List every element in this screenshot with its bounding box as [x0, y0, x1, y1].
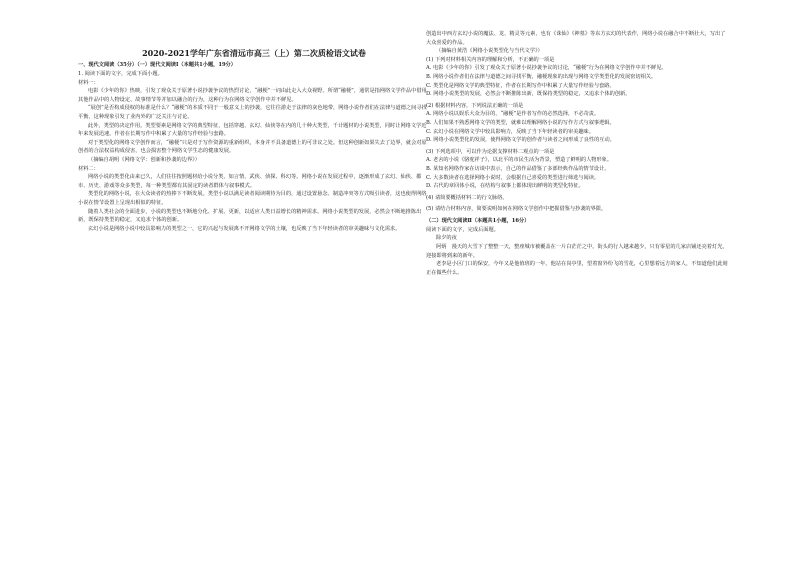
option-d: D. 古代的章回体小说，在结构与叙事上都体现出鲜明的类型化特征。 — [426, 183, 584, 190]
option-b: B. 人们如果不熟悉网络文学的类型，就难以理解网络小说的写作方式与叙事逻辑。 — [426, 119, 615, 126]
passage-paragraph: 对于类型化的网络文学创作而言，“融梗”只是对于写作资源的重新组织，本身并不具备道德上的可非议之处。但这种创新如果失去了边界，就会对原创者的合法权益构成侵害，也会损害整个网络文学生态的健康发展。 — [78, 139, 427, 155]
source-note-2: （摘编自黄浩《网络小说类型化与当代文学》） — [436, 48, 543, 55]
story-title: 除夕的夜 — [436, 235, 457, 242]
story-paragraph: 阿炳 漫天的大雪下了整整一天，整座城市被覆盖在一片白茫茫之中。街头的行人越来越少，只有零星的几家店铺还亮着灯光，迎接即将到来的新年。 — [426, 244, 728, 259]
material-label-2: 材料二： — [78, 165, 99, 172]
question-5-stem: (5) 请结合材料内容，简要说明如何在网络文学创作中把握借鉴与抄袭的界限。 — [426, 206, 607, 213]
section-heading-1: 一、现代文阅读（35分）（一）现代文阅读Ⅰ（本题共1小题，19分） — [78, 62, 236, 68]
option-b: B. 某知名网络作家在访谈中表示，自己的作品借鉴了多部经典作品的情节设计。 — [426, 165, 610, 172]
option-a: A. 网络小说以娱乐大众为目的，“融梗”是作者写作的必然选择，不必苛责。 — [426, 111, 600, 118]
story-paragraph: 老李是小区门口的保安，今年又是他值班的一年。他站在岗亭里，望着窗外纷飞的雪花，心里想着远方的家人，不知道他们此刻正在做些什么。 — [426, 261, 728, 276]
question-2-stem: (2) 根据材料内容，下列说法正确的一项是 — [426, 102, 524, 109]
option-c: C. 玄幻小说在网络文学中较具影响力，反映了当下年轻读者的审美趣味。 — [426, 128, 594, 135]
question-1-stem: (1) 下列对材料相关内容的理解和分析，不正确的一项是 — [426, 56, 555, 63]
passage-paragraph: 此外，类型的决定作用。类型要素是网络文学的典型特征，包括穿越、玄幻、仙侠等在内的几十种大类型，千计题材的小说类型，同时让网络文学近年来发展迅速。作者在长期写作中积累了大量的写作经验与套路。 — [78, 122, 427, 138]
passage-paragraph: 创造出中西方玄幻小说的魔法、龙、精灵等元素，也有《诛仙》《神墓》等东方玄幻的代表作，网络小说在融合中不断壮大，写出了大众喜爱的作品。 — [426, 31, 726, 46]
option-c: C. 类型化是网络文学的典型特征，作者在长期写作中积累了大量写作经验与套路。 — [426, 82, 615, 89]
left-column — [78, 30, 430, 552]
option-b: B. 网络小说作者们在法律与道德之间寻找平衡，融梗现象的出现与网络文学类型化的发展密切相关。 — [426, 73, 657, 80]
passage-paragraph: 网络小说的类型化由来已久，人们往往按照题材给小说分类，如言情、武侠、侦探、科幻等。网络小说在发展过程中，逐渐形成了玄幻、仙侠、都市、历史、游戏等众多类型，每一种类型都有其固定的读者群体与叙事模式。 — [78, 174, 422, 189]
right-column — [426, 30, 730, 552]
option-a: A. 电影《少年的你》引发了观众关于原著小说抄袭争议的讨论，“融梗”行为在网络文学创作中并不鲜见。 — [426, 65, 667, 72]
question-intro-2: 阅读下面的文字，完成后面题。 — [426, 226, 499, 233]
passage-paragraph: 电影《少年的你》热映，引发了观众关于原著小说抄袭争议的热烈讨论，“融梗”一词由此走入大众视野。所谓“融梗”，通常是指网络文学作品中借用其他作品中的人物设定、故事情节等并加以融合的行为，这种行为在网络文学创作中并不鲜见。 — [78, 88, 427, 103]
exam-title: 2020-2021学年广东省清远市高三（上）第二次质检语文试卷 — [142, 48, 366, 58]
option-d: D. 网络小说类型化的发展，使得网络文学的创作者与读者之间形成了良性的互动。 — [426, 137, 615, 144]
question-4-stem: (4) 请简要概括材料二的行文脉络。 — [426, 194, 508, 201]
passage-paragraph: 类型化的网络小说，在大众读者的热捧下不断发展。类型小说以满足读者阅读期待为目的，通过设置悬念、制造冲突等方式吸引读者，这也使得网络小说在情节设置上呈现出相似的特征。 — [78, 191, 427, 206]
passage-paragraph: “展创”是否构成侵权的标准是什么？“融梗”的本质不同于一般意义上的抄袭，它往往游走于法律的灰色地带，网络小说作者们在法律与道德之间寻找平衡，这种现象引发了业内外的广泛关注与讨论。 — [78, 105, 427, 120]
material-label-1: 材料一： — [78, 79, 99, 86]
passage-paragraph: 随着人类社会的全面进步，小说的类型也不断地分化、扩展、更新，以适应人类日益增长的精神需求。网络小说类型的发展，必然会不断地推陈出新，既保持类型的稳定，又追求个体的创新。 — [78, 208, 422, 224]
question-3-stem: (3) 下列选项中，可以作为论据支撑材料二观点的一项是 — [426, 148, 555, 155]
option-c: C. 大多数读者在选择网络小说时，会根据自己喜爱的类型进行筛选与阅读。 — [426, 174, 600, 181]
source-note-1: （摘编自胡明《网络文学：创新和抄袭的边界》） — [88, 156, 200, 163]
question-intro: 1. 阅读下面的文字，完成下面小题。 — [78, 71, 163, 77]
option-d: D. 网络小说类型的发展，必然会不断推陈出新，既保持类型的稳定，又追求个体的创新。 — [426, 91, 631, 98]
option-a: A. 老舍的小说《骆驼祥子》，以北平的市民生活为背景，塑造了鲜明的人物形象。 — [426, 157, 613, 164]
section-heading-2: （二）现代文阅读Ⅱ（本题共1小题，16分） — [426, 217, 530, 224]
passage-paragraph: 玄幻小说是网络小说中较具影响力的类型之一，它的兴起与发展离不开网络文学的土壤，也反映了当下年轻读者的审美趣味与文化需求。 — [88, 225, 401, 232]
